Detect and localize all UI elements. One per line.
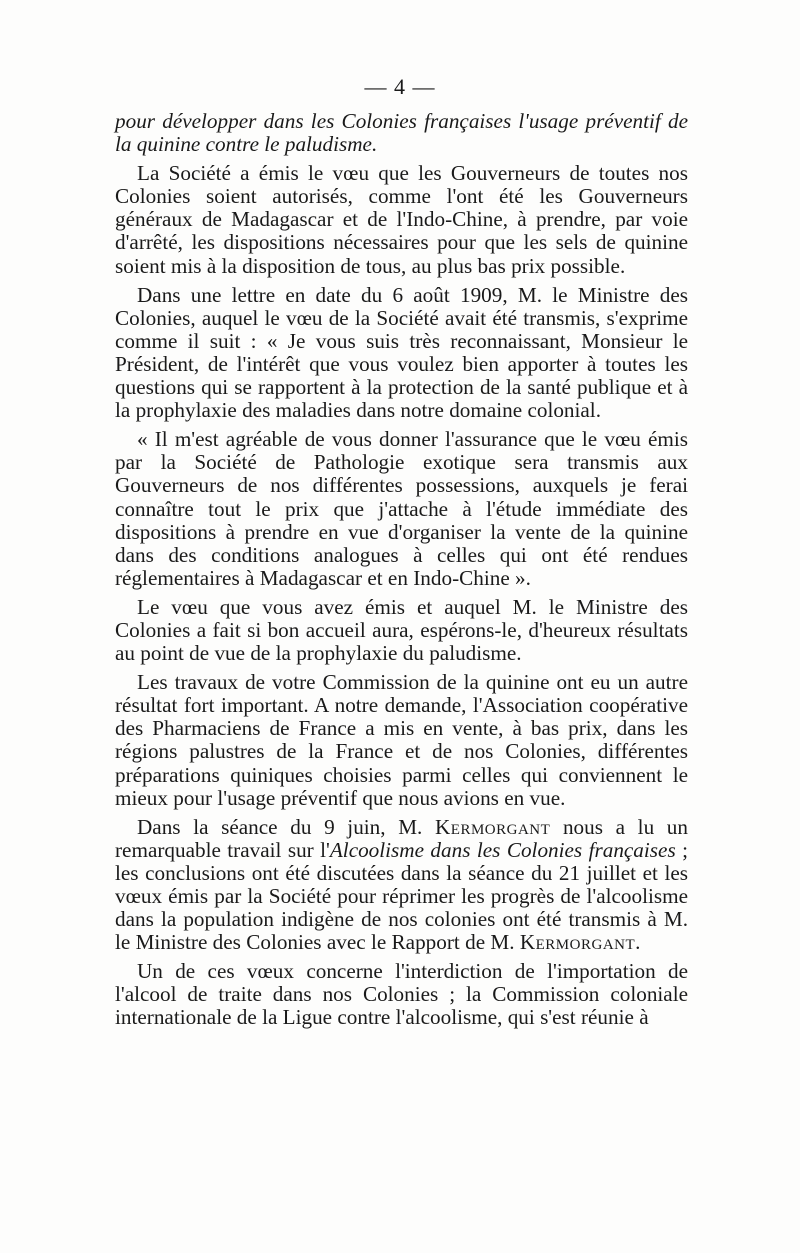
text-italic: pour développer dans les Colonies françaises l'usage préventif de la quinine contre le paludisme. [115,109,688,157]
text-run: Le vœu que vous avez émis et auquel M. le Ministre des Colonies a fait si bon accueil aura, espérons-le, d'heureux résultats au point de vue de la prophylaxie du paludisme. [115,594,688,666]
body-text [115,110,688,1036]
paragraph [115,596,688,665]
text-run: nous a lu un remarquable travail sur l' [115,814,688,862]
text-em: Alcoolisme dans les Colonies françaises [329,837,676,862]
text-run: ; les conclusions ont été discutées dans la séance du 21 juillet et les vœux émis par la Société pour réprimer les progrès de l'alcoolisme dans la population indigène de nos colonies ont été transmis à M. le Ministre des Colonies avec le Rapport de M. [115,837,688,955]
text-run: Les travaux de votre Commission de la quinine ont eu un autre résultat fort important. A notre demande, l'Association coopérative des Pharmaciens de France a mis en vente, à bas prix, dans les régions palustres de la France et de nos Colonies, différentes préparations quiniques choisies parmi celles qui conviennent le mieux pour l'usage préventif que nous avions en vue. [115,670,688,810]
text-smallcaps: Kermorgant [435,814,551,839]
text-run: « Il m'est agréable de vous donner l'assurance que le vœu émis par la Société de Pathologie exotique sera transmis aux Gouverneurs de nos différentes possessions, auxquels je ferai connaître tout le prix que j'attache à l'étude immédiate des dispositions à prendre en vue d'organiser la vente de la quinine dans des conditions analogues à celles qui ont été rendues réglementaires à Madagascar et en Indo-Chine ». [115,427,688,590]
text-run: Dans une lettre en date du 6 août 1909, M. le Ministre des Colonies, auquel le vœu de la Société avait été transmis, s'exprime comme il suit : « Je vous suis très reconnaissant, Monsieur le Président, de l'intérêt que vous voulez bien apporter à toutes les questions qui se rapportent à la protection de la santé publique et à la prophylaxie des maladies dans notre domaine colonial. [115,282,688,423]
text-run: . [635,930,641,955]
paragraph [115,816,688,955]
text-smallcaps: Kermorgant [519,930,636,955]
paragraph [115,671,688,810]
paragraph [115,960,688,1029]
paragraph [115,428,688,590]
paragraph [115,110,688,156]
paragraph [115,284,688,423]
text-run: Un de ces vœux concerne l'interdiction de l'importation de l'alcool de traite dans nos Colonies ; la Commission coloniale internationale de la Ligue contre l'alcoolisme, qui s'est réunie à [115,959,688,1030]
text-run: Dans la séance du 9 juin, M. [137,814,435,839]
text-run: La Société a émis le vœu que les Gouverneurs de toutes nos Colonies soient autorisés, comme l'ont été les Gouverneurs généraux de Madagascar et de l'Indo-Chine, à prendre, par voie d'arrêté, les dispositions nécessaires pour que les sels de quinine soient mis à la disposition de tous, au plus bas prix possible. [115,161,688,278]
paragraph [115,162,688,277]
page-number: — 4 — [364,74,436,99]
